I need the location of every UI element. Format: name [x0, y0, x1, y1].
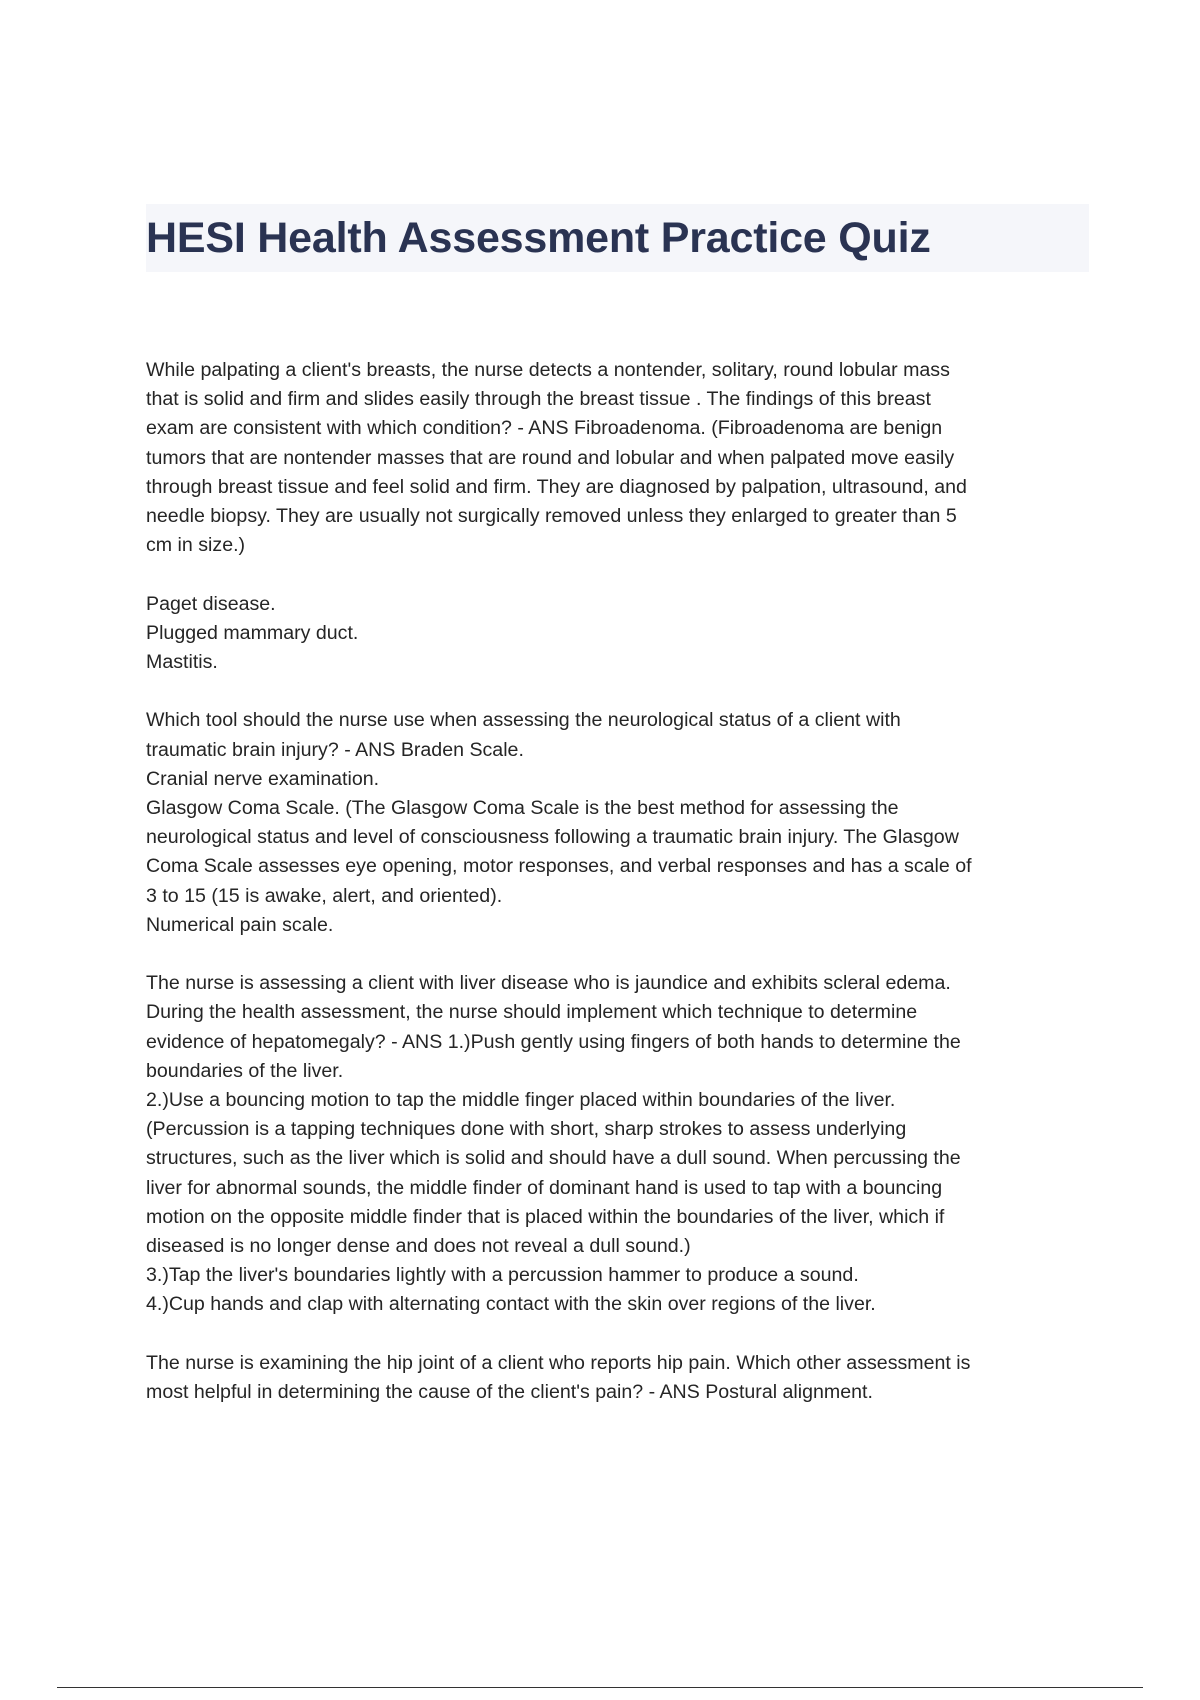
paragraph-gap	[146, 940, 1096, 969]
text-line: liver for abnormal sounds, the middle finder of dominant hand is used to tap with a bouncing	[146, 1176, 943, 1199]
text-line: Which tool should the nurse use when assessing the neurological status of a client with	[146, 709, 901, 732]
paragraph-gap	[146, 560, 1096, 589]
text-line: Glasgow Coma Scale. (The Glasgow Coma Scale is the best method for assessing the	[146, 797, 899, 820]
document-title: HESI Health Assessment Practice Quiz	[146, 214, 931, 262]
text-line: (Percussion is a tapping techniques done with short, sharp strokes to assess underlying	[146, 1118, 907, 1141]
text-line: diseased is no longer dense and does not reveal a dull sound.)	[146, 1235, 691, 1258]
text-line: cm in size.)	[146, 534, 246, 557]
text-line: During the health assessment, the nurse should implement which technique to determine	[146, 1001, 918, 1024]
paragraph-gap	[146, 1320, 1096, 1349]
text-line: needle biopsy. They are usually not surgically removed unless they enlarged to greater than 5	[146, 505, 957, 528]
text-line: exam are consistent with which condition? - ANS Fibroadenoma. (Fibroadenoma are benign	[146, 417, 943, 440]
text-line: Coma Scale assesses eye opening, motor responses, and verbal responses and has a scale of	[146, 855, 972, 878]
text-line: 2.)Use a bouncing motion to tap the middle finger placed within boundaries of the liver.	[146, 1089, 896, 1112]
text-line: 4.)Cup hands and clap with alternating contact with the skin over regions of the liver.	[146, 1293, 876, 1316]
text-line: structures, such as the liver which is solid and should have a dull sound. When percussing the	[146, 1147, 961, 1170]
text-line: evidence of hepatomegaly? - ANS 1.)Push gently using fingers of both hands to determine the	[146, 1030, 961, 1053]
text-line: Mastitis.	[146, 651, 218, 674]
text-line: 3 to 15 (15 is awake, alert, and oriented).	[146, 884, 503, 907]
text-line: While palpating a client's breasts, the nurse detects a nontender, solitary, round lobular mass	[146, 359, 950, 381]
text-line: tumors that are nontender masses that are round and lobular and when palpated move easily	[146, 446, 955, 469]
text-line: 3.)Tap the liver's boundaries lightly with a percussion hammer to produce a sound.	[146, 1264, 859, 1287]
text-line: traumatic brain injury? - ANS Braden Scale.	[146, 738, 524, 761]
text-line: motion on the opposite middle finder that is placed within the boundaries of the liver, which if	[146, 1205, 945, 1228]
title-banner	[146, 204, 1089, 272]
text-line: most helpful in determining the cause of the client's pain? - ANS Postural alignment.	[146, 1381, 873, 1404]
text-line: Cranial nerve examination.	[146, 767, 380, 790]
text-line: Paget disease.	[146, 592, 276, 615]
text-line: Numerical pain scale.	[146, 913, 334, 936]
text-line: that is solid and firm and slides easily through the breast tissue . The findings of this breast	[146, 388, 931, 411]
paragraph-gap	[146, 677, 1096, 706]
text-line: boundaries of the liver.	[146, 1059, 344, 1082]
text-line: through breast tissue and feel solid and firm. They are diagnosed by palpation, ultrasound, and	[146, 475, 967, 498]
text-line: neurological status and level of consciousness following a traumatic brain injury. The Glasgow	[146, 826, 959, 849]
text-line: Plugged mammary duct.	[146, 621, 359, 644]
text-line: The nurse is assessing a client with liver disease who is jaundice and exhibits scleral edema.	[146, 972, 951, 995]
quiz-body	[146, 356, 1096, 1407]
footer-divider	[57, 1687, 1143, 1688]
text-line: The nurse is examining the hip joint of a client who reports hip pain. Which other assessment is	[146, 1351, 971, 1374]
